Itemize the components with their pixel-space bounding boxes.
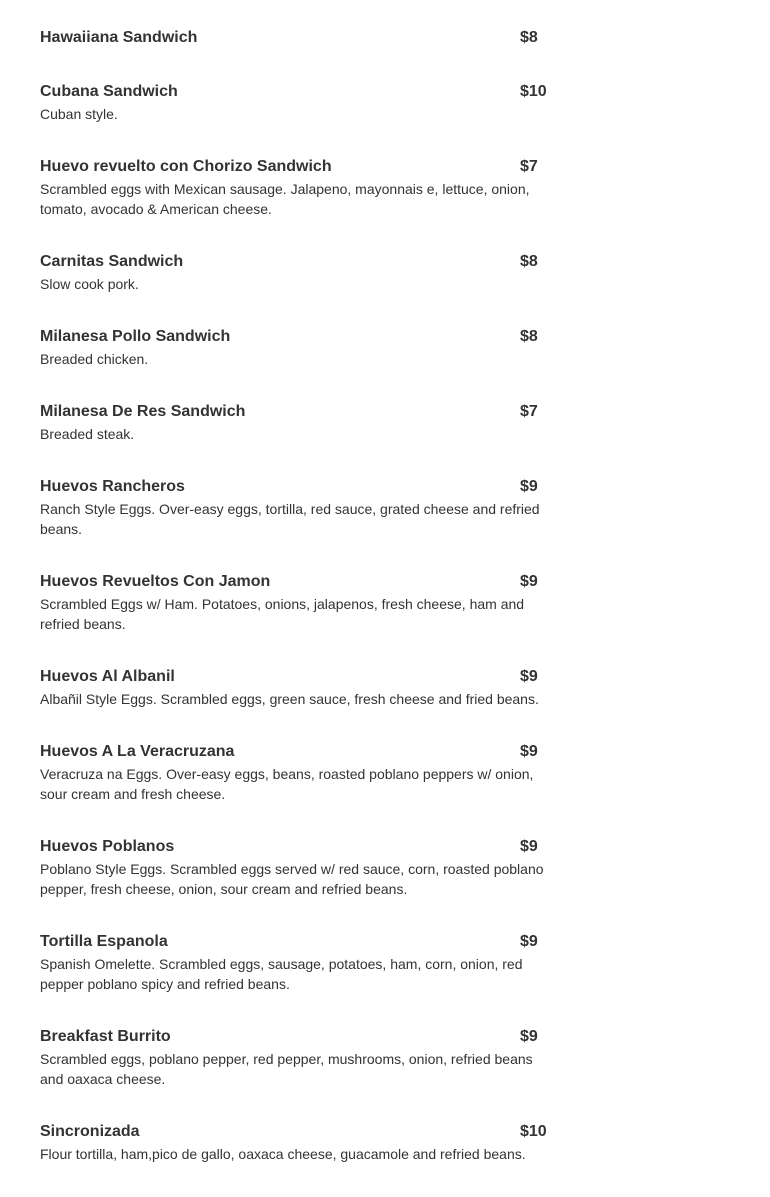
menu-item-description: Breaded steak. bbox=[40, 426, 135, 442]
menu-item-header bbox=[40, 82, 560, 102]
menu-item-price: $9 bbox=[520, 743, 538, 760]
menu-item-header bbox=[40, 742, 560, 762]
menu-item-header bbox=[40, 932, 560, 952]
menu-item-price: $9 bbox=[520, 668, 538, 685]
menu-item-description: Albañil Style Eggs. Scrambled eggs, green sauce, fresh cheese and fried beans. bbox=[40, 691, 539, 707]
menu-item bbox=[40, 572, 560, 634]
menu-item bbox=[40, 402, 560, 444]
menu-item-name: Milanesa Pollo Sandwich bbox=[40, 328, 231, 345]
menu-item-price: $10 bbox=[520, 1123, 547, 1140]
menu-item bbox=[40, 157, 560, 219]
menu-item-header bbox=[40, 572, 560, 592]
menu-item-description: Spanish Omelette. Scrambled eggs, sausage, potatoes, ham, corn, onion, red pepper poblano spicy and refried beans. bbox=[40, 956, 523, 992]
menu-item-price: $7 bbox=[520, 403, 538, 420]
menu-item-name: Huevos Rancheros bbox=[40, 478, 185, 495]
menu-item-price: $8 bbox=[520, 328, 538, 345]
menu-item-description: Scrambled eggs, poblano pepper, red pepper, mushrooms, onion, refried beans and oaxaca cheese. bbox=[40, 1051, 533, 1087]
menu-item-name: Huevos Poblanos bbox=[40, 838, 175, 855]
menu-item-name: Cubana Sandwich bbox=[40, 83, 178, 100]
menu-item-price: $9 bbox=[520, 478, 538, 495]
menu-item-header bbox=[40, 402, 560, 422]
menu-item-header bbox=[40, 157, 560, 177]
menu-item-price: $9 bbox=[520, 573, 538, 590]
menu-item-name: Tortilla Espanola bbox=[40, 933, 168, 950]
menu-item-price: $8 bbox=[520, 29, 538, 46]
menu-item-name: Hawaiiana Sandwich bbox=[40, 29, 198, 46]
menu-item-name: Carnitas Sandwich bbox=[40, 253, 184, 270]
menu-list bbox=[40, 28, 560, 1197]
menu-item-description: Breaded chicken. bbox=[40, 351, 149, 367]
menu-item-header bbox=[40, 837, 560, 857]
menu-item-description: Scrambled Eggs w/ Ham. Potatoes, onions, jalapenos, fresh cheese, ham and refried beans. bbox=[40, 596, 525, 632]
menu-item bbox=[40, 252, 560, 294]
menu-item-header bbox=[40, 327, 560, 347]
menu-item-description: Poblano Style Eggs. Scrambled eggs served w/ red sauce, corn, roasted poblano pepper, fresh cheese, onion, sour cream and refried beans. bbox=[40, 861, 544, 897]
menu-item-name: Sincronizada bbox=[40, 1123, 140, 1140]
menu-item-description: Ranch Style Eggs. Over-easy eggs, tortilla, red sauce, grated cheese and refried beans. bbox=[40, 501, 540, 537]
menu-item-name: Huevos A La Veracruzana bbox=[40, 743, 235, 760]
menu-item-price: $9 bbox=[520, 838, 538, 855]
menu-item-header bbox=[40, 28, 560, 48]
menu-item bbox=[40, 932, 560, 994]
menu-item bbox=[40, 1122, 560, 1164]
menu-item-description: Veracruza na Eggs. Over-easy eggs, beans, roasted poblano peppers w/ onion, sour cream and fresh cheese. bbox=[40, 766, 534, 802]
menu-item-description: Cuban style. bbox=[40, 106, 118, 122]
menu-item bbox=[40, 837, 560, 899]
menu-item-header bbox=[40, 1122, 560, 1142]
menu-item-description: Flour tortilla, ham,pico de gallo, oaxaca cheese, guacamole and refried beans. bbox=[40, 1146, 526, 1162]
menu-item-price: $10 bbox=[520, 83, 547, 100]
menu-item-description: Scrambled eggs with Mexican sausage. Jalapeno, mayonnais e, lettuce, onion, tomato, avocado & American cheese. bbox=[40, 181, 530, 217]
menu-item bbox=[40, 327, 560, 369]
menu-item-name: Huevo revuelto con Chorizo Sandwich bbox=[40, 158, 332, 175]
menu-item bbox=[40, 667, 560, 709]
menu-item bbox=[40, 82, 560, 124]
menu-item bbox=[40, 1027, 560, 1089]
menu-item-price: $9 bbox=[520, 933, 538, 950]
menu-item-price: $9 bbox=[520, 1028, 538, 1045]
menu-item-name: Breakfast Burrito bbox=[40, 1028, 171, 1045]
menu-item-name: Milanesa De Res Sandwich bbox=[40, 403, 246, 420]
menu-item-header bbox=[40, 1027, 560, 1047]
menu-item-name: Huevos Revueltos Con Jamon bbox=[40, 573, 271, 590]
menu-item-description: Slow cook pork. bbox=[40, 276, 139, 292]
menu-item bbox=[40, 477, 560, 539]
menu-item bbox=[40, 742, 560, 804]
menu-item-header bbox=[40, 252, 560, 272]
menu-item-name: Huevos Al Albanil bbox=[40, 668, 175, 685]
menu-item-price: $8 bbox=[520, 253, 538, 270]
menu-item-header bbox=[40, 477, 560, 497]
menu-item-price: $7 bbox=[520, 158, 538, 175]
menu-item-header bbox=[40, 667, 560, 687]
menu-item bbox=[40, 28, 560, 48]
